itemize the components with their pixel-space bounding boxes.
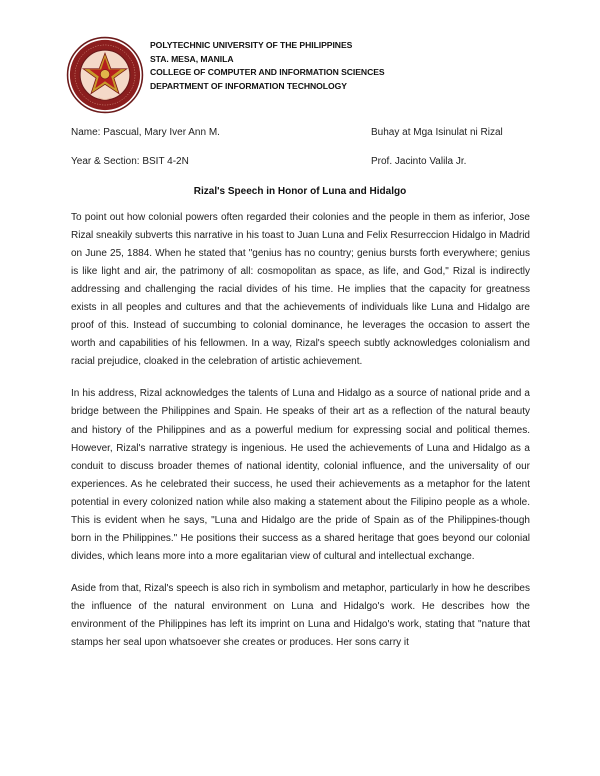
university-seal-logo xyxy=(66,36,144,114)
paragraph-3: Aside from that, Rizal's speech is also rich in symbolism and metaphor, particularly in how he describes the influence of the natural environment on Luna and Hidalgo's work. He describes how the environment of the Philippines has left its imprint on Luna and Hidalgo's work, stating that "nature that stamps her seal upon whatsoever she creates or produces. Her sons carry it xyxy=(71,582,530,649)
department-name: DEPARTMENT OF INFORMATION TECHNOLOGY xyxy=(150,80,347,91)
essay-body xyxy=(71,209,530,666)
university-name: POLYTECHNIC UNIVERSITY OF THE PHILIPPINES xyxy=(150,40,353,50)
year-section: Year & Section: BSIT 4-2N xyxy=(71,156,189,167)
institution-header xyxy=(150,39,550,93)
college-name: COLLEGE OF COMPUTER AND INFORMATION SCIENCES xyxy=(150,67,385,77)
professor-name: Prof. Jacinto Valila Jr. xyxy=(371,156,467,167)
essay-title: Rizal's Speech in Honor of Luna and Hidalgo xyxy=(193,186,407,197)
paragraph-2: In his address, Rizal acknowledges the talents of Luna and Hidalgo as a source of national pride and a bridge between the Philippines and Spain. He speaks of their art as a reflection of the natural beauty and history of the Philippines and as a powerful medium for expressing social and political themes. However, Rizal's narrative strategy is ingenious. He used the achievements of Luna and Hidalgo as a conduit to discuss broader themes of national identity, colonial influence, and the universality of our experiences. As he celebrated their success, he used their achievements as a metaphor for the latent potential in every colonized nation while also making a statement about the Filipino people as a whole. This is evident when he says, "Luna and Hidalgo are the pride of Spain as of the Philippines-though born in the Philippines." He positions their success as a shared heritage that goes beyond our colonial divides, which leans more into a more egalitarian view of cultural and intellectual exchange. xyxy=(71,388,530,562)
course-title: Buhay at Mga Isinulat ni Rizal xyxy=(371,127,503,138)
campus-location: STA. MESA, MANILA xyxy=(150,53,234,64)
student-name: Name: Pascual, Mary Iver Ann M. xyxy=(71,127,220,138)
paragraph-1: To point out how colonial powers often regarded their colonies and the people in them as inferior, Jose Rizal sneakily subverts this narrative in his toast to Juan Luna and Felix Resurreccion Hidalgo in Madrid on June 25, 1884. When he stated that "genius has no country; genius bursts forth everywhere; genius is like light and air, the patrimony of all: cosmopolitan as space, as life, and God," Rizal is indirectly addressing and challenging the racial divides of his time. He implies that the capacity for greatness exists in all peoples and cultures and that the achievements of individuals like Luna and Hidalgo are proof of this. Instead of succumbing to colonial dominance, he leverages the occasion to assert the worth and capabilities of his fellowmen. In a way, Rizal's speech subtly acknowledges colonialism and racial prejudice, cloaked in the celebration of artistic achievement. xyxy=(71,212,530,368)
